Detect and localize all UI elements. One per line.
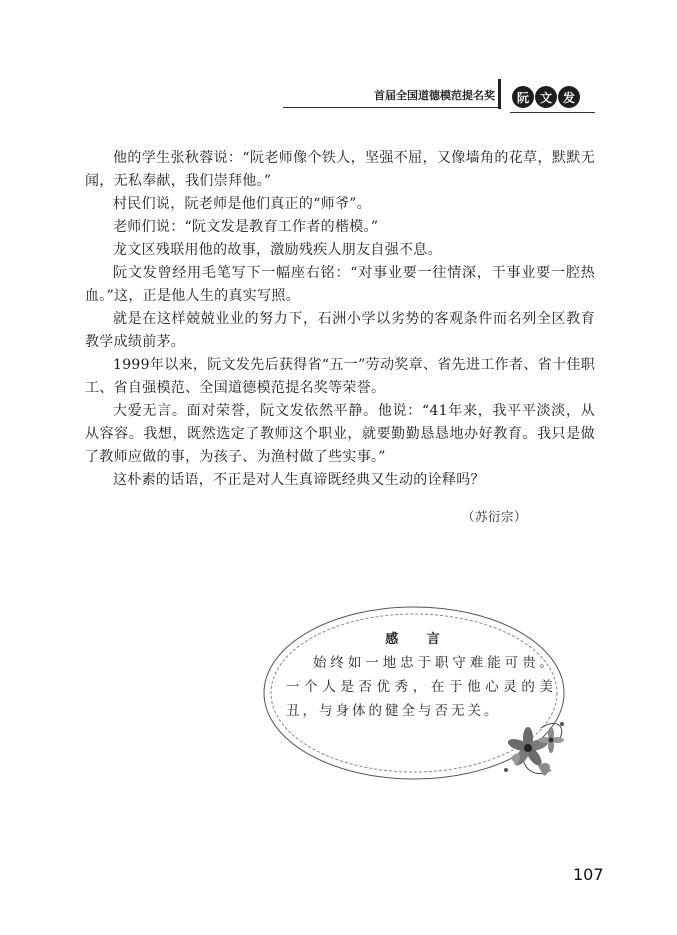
header-name-badges	[512, 86, 580, 108]
reflection-title: 感 言	[385, 632, 452, 647]
paragraph: 大爱无言。面对荣誉，阮文发依然平静。他说：“41年来，我平平淡淡，从从容容。我想，既然选定了教师这个职业，就要勤勤恳恳地办好教育。我只是做了教师应做的事，为孩子、为渔村做了些实事。”	[85, 403, 595, 465]
flower-decoration-icon	[504, 722, 564, 776]
paragraph: 阮文发曾经用毛笔写下一幅座右铭：“对事业要一往情深，干事业要一腔热血。”这，正是他人生的真实写照。	[85, 265, 595, 304]
paragraph: 他的学生张秋蓉说：“阮老师像个铁人，坚强不屈，又像墙角的花草，默默无闻，无私奉献，我们崇拜他。”	[85, 150, 595, 189]
header-divider-bar	[498, 79, 501, 109]
paragraph: 就是在这样兢兢业业的努力下，石洲小学以劣势的客观条件而名列全区教育教学成绩前茅。	[85, 311, 595, 350]
paragraph: 老师们说：“阮文发是教育工作者的楷模。”	[113, 219, 379, 235]
page-number: 107	[573, 865, 604, 884]
author-credit: （苏衍宗）	[462, 509, 528, 524]
paragraph: 村民们说，阮老师是他们真正的“师爷”。	[113, 196, 372, 212]
paragraph: 这朴素的话语，不正是对人生真谛既经典又生动的诠释吗？	[113, 472, 485, 488]
header-rule-right	[510, 112, 595, 113]
header-rule	[283, 107, 498, 108]
reflection-box	[256, 598, 581, 803]
running-header-title: 首届全国道德模范提名奖	[374, 89, 495, 102]
paragraph: 龙文区残联用他的故事，激励残疾人朋友自强不息。	[113, 242, 442, 258]
paragraph: 1999年以来，阮文发先后获得省“五一”劳动奖章、省先进工作者、省十佳职工、省自强模范、全国道德模范提名奖等荣誉。	[85, 357, 595, 396]
reflection-text: 始终如一地忠于职守难能可贵。一个人是否优秀，在于他心灵的美丑，与身体的健全与否无关。	[286, 655, 556, 719]
name-badge: 发	[558, 86, 580, 108]
name-badge: 阮	[512, 86, 534, 108]
name-badge: 文	[535, 86, 557, 108]
article-body	[85, 147, 595, 492]
